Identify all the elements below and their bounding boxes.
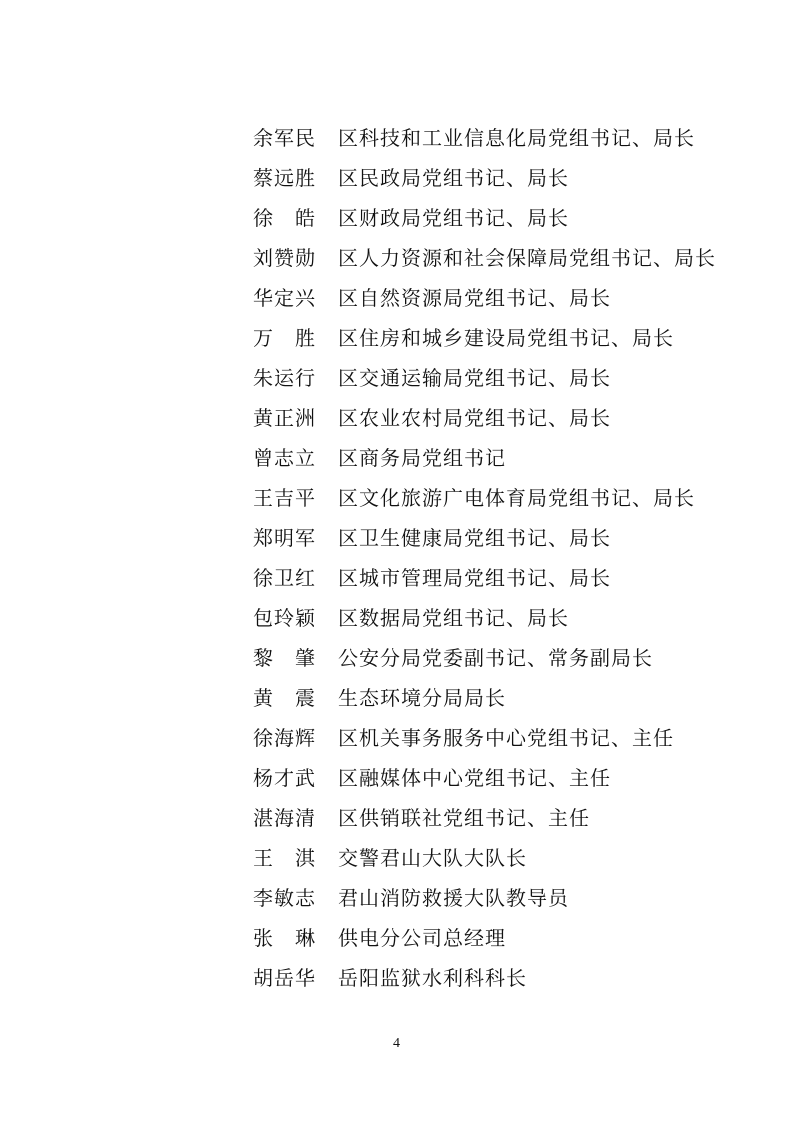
person-name: 蔡远胜 (253, 166, 316, 190)
person-name: 徐 皓 (253, 206, 316, 230)
person-name: 郑明军 (253, 526, 316, 550)
person-title: 区卫生健康局党组书记、局长 (338, 526, 611, 550)
person-name: 徐卫红 (253, 566, 316, 590)
person-title: 区科技和工业信息化局党组书记、局长 (338, 126, 695, 150)
list-item (253, 838, 733, 878)
person-title: 区农业农村局党组书记、局长 (338, 406, 611, 430)
person-name: 华定兴 (253, 286, 316, 310)
list-item (253, 118, 733, 158)
list-item (253, 478, 733, 518)
list-item (253, 518, 733, 558)
person-name: 黎 肇 (253, 646, 316, 670)
person-title: 区住房和城乡建设局党组书记、局长 (338, 326, 674, 350)
list-item (253, 638, 733, 678)
person-title: 区机关事务服务中心党组书记、主任 (338, 726, 674, 750)
list-item (253, 438, 733, 478)
person-name: 万 胜 (253, 326, 316, 350)
person-title: 区文化旅游广电体育局党组书记、局长 (338, 486, 695, 510)
list-item (253, 558, 733, 598)
person-name: 张 琳 (253, 926, 316, 950)
person-name: 胡岳华 (253, 966, 316, 990)
person-title: 供电分公司总经理 (338, 926, 506, 950)
list-item (253, 758, 733, 798)
person-title: 区财政局党组书记、局长 (338, 206, 569, 230)
list-item (253, 398, 733, 438)
personnel-list (253, 118, 733, 998)
person-name: 余军民 (253, 126, 316, 150)
person-title: 区人力资源和社会保障局党组书记、局长 (338, 246, 716, 270)
person-title: 区民政局党组书记、局长 (338, 166, 569, 190)
list-item (253, 798, 733, 838)
page-number: 4 (393, 1036, 400, 1051)
person-name: 杨才武 (253, 766, 316, 790)
person-name: 包玲颖 (253, 606, 316, 630)
person-title: 岳阳监狱水利科科长 (338, 966, 527, 990)
person-name: 黄正洲 (253, 406, 316, 430)
person-name: 刘赞勋 (253, 246, 316, 270)
list-item (253, 198, 733, 238)
person-title: 君山消防救援大队教导员 (338, 886, 569, 910)
person-name: 朱运行 (253, 366, 316, 390)
person-name: 王吉平 (253, 486, 316, 510)
list-item (253, 958, 733, 998)
person-name: 湛海清 (253, 806, 316, 830)
list-item (253, 238, 733, 278)
person-title: 区供销联社党组书记、主任 (338, 806, 590, 830)
person-name: 李敏志 (253, 886, 316, 910)
person-name: 黄 震 (253, 686, 316, 710)
list-item (253, 598, 733, 638)
list-item (253, 278, 733, 318)
list-item (253, 718, 733, 758)
person-title: 区商务局党组书记 (338, 446, 506, 470)
person-title: 生态环境分局局长 (338, 686, 506, 710)
person-name: 徐海辉 (253, 726, 316, 750)
list-item (253, 358, 733, 398)
list-item (253, 158, 733, 198)
person-title: 公安分局党委副书记、常务副局长 (338, 646, 653, 670)
list-item (253, 318, 733, 358)
list-item (253, 678, 733, 718)
person-title: 区融媒体中心党组书记、主任 (338, 766, 611, 790)
person-title: 区交通运输局党组书记、局长 (338, 366, 611, 390)
person-title: 交警君山大队大队长 (338, 846, 527, 870)
person-name: 王 淇 (253, 846, 316, 870)
person-name: 曾志立 (253, 446, 316, 470)
person-title: 区自然资源局党组书记、局长 (338, 286, 611, 310)
list-item (253, 918, 733, 958)
person-title: 区城市管理局党组书记、局长 (338, 566, 611, 590)
list-item (253, 878, 733, 918)
person-title: 区数据局党组书记、局长 (338, 606, 569, 630)
